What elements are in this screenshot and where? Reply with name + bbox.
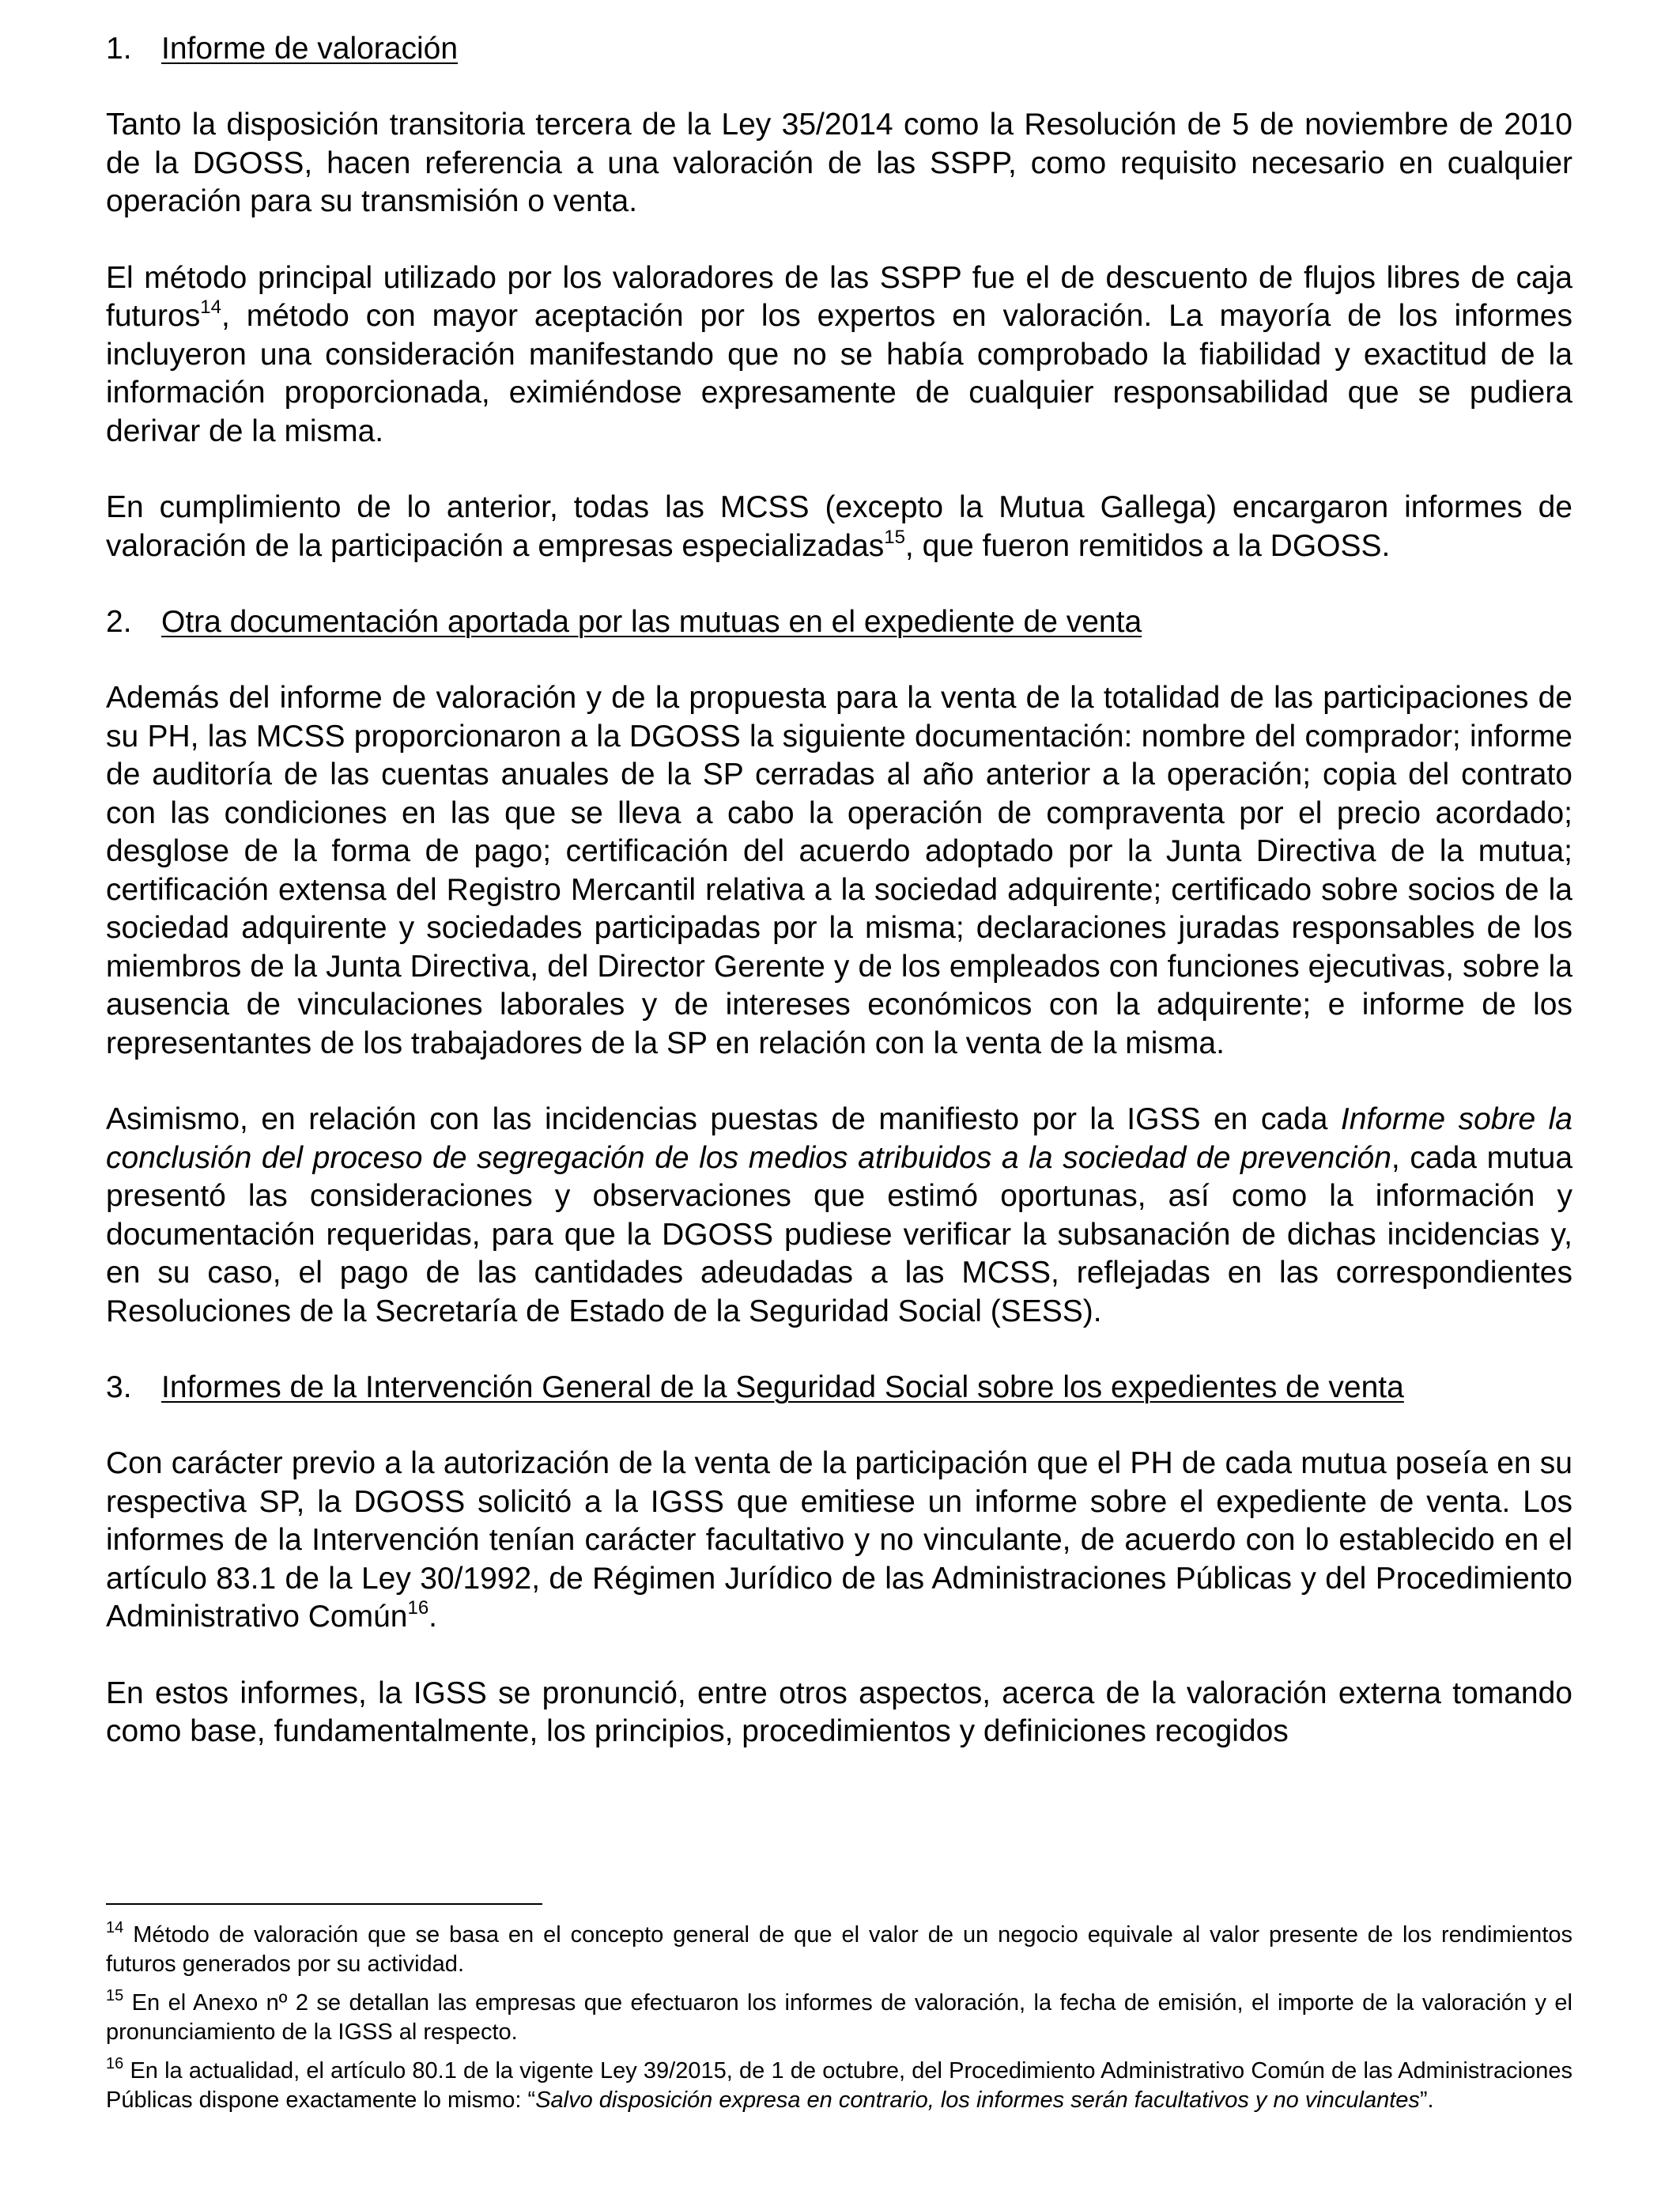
paragraph-text: En cumplimiento de lo anterior, todas las MCSS (excepto la Mutua Gallega) encargaron informes de valoración de la participación a empresas especializadas [106, 490, 1572, 563]
paragraph [106, 1675, 1572, 1751]
section-heading-3 [106, 1369, 1572, 1407]
footnote-reference[interactable]: 15 [884, 526, 905, 548]
paragraph [106, 259, 1572, 451]
footnote-text: Método de valoración que se basa en el concepto general de que el valor de un negocio equivale al valor presente de los rendimientos futuros generados por su actividad. [106, 1922, 1572, 1977]
footnote [106, 1989, 1572, 2047]
section-number: 2. [106, 605, 132, 639]
paragraph-text: En estos informes, la IGSS se pronunció, entre otros aspectos, acerca de la valoración externa tomando como base, fundamentalmente, los principios, procedimientos y definiciones recogidos [106, 1676, 1572, 1748]
footnote-reference[interactable]: 16 [407, 1597, 429, 1619]
paragraph-text: El método principal utilizado por los valoradores de las SSPP fue el de descuento de flujos libres de caja futuros [106, 260, 1572, 333]
paragraph-text: , método con mayor aceptación por los expertos en valoración. La mayoría de los informes incluyeron una consideración manifestando que no se había comprobado la fiabilidad y exactitud de la información proporcionada, eximiéndose expresamente de cualquier responsabilidad que se pudiera derivar de la misma. [106, 299, 1572, 448]
section-title: Informes de la Intervención General de la Seguridad Social sobre los expedientes de venta [161, 1370, 1404, 1404]
section-heading-2 [106, 603, 1572, 641]
footnote [106, 2057, 1572, 2115]
footnote-marker: 16 [106, 2055, 124, 2072]
paragraph [106, 106, 1572, 221]
footnote-divider [106, 1903, 542, 1905]
footnote-reference[interactable]: 14 [200, 297, 221, 318]
paragraph-text: , cada mutua presentó las consideraciones y observaciones que estimó oportunas, así como la información y documentación requeridas, para que la DGOSS pudiese verificar la subsanación de dichas incidencias y, en su caso, el pago de las cantidades adeudadas a las MCSS, reflejadas en las correspondientes Resoluciones de la Secretaría de Estado de la Seguridad Social (SESS). [106, 1140, 1573, 1328]
paragraph-text: Asimismo, en relación con las incidencias puestas de manifiesto por la IGSS en cada [106, 1102, 1341, 1136]
footnote-quote: Salvo disposición expresa en contrario, los informes serán facultativos y no vinculantes [535, 2087, 1420, 2113]
footnote-text: En el Anexo nº 2 se detallan las empresas que efectuaron los informes de valoración, la fecha de emisión, el importe de la valoración y el pronunciamiento de la IGSS al respecto. [106, 1990, 1572, 2045]
section-heading-1 [106, 30, 1572, 68]
paragraph-text: . [428, 1600, 438, 1634]
section-number: 3. [106, 1370, 132, 1404]
paragraph [106, 1445, 1572, 1637]
footnote-marker: 15 [106, 1987, 124, 2004]
paragraph [106, 489, 1572, 565]
paragraph [106, 1101, 1572, 1331]
section-number: 1. [106, 32, 132, 66]
paragraph [106, 679, 1572, 1063]
footnote [106, 1921, 1572, 1979]
paragraph-text: Tanto la disposición transitoria tercera de la Ley 35/2014 como la Resolución de 5 de noviembre de 2010 de la DGOSS, hacen referencia a una valoración de las SSPP, como requisito necesario en cualquier operación para su transmisión o venta. [106, 108, 1572, 218]
footnote-marker: 14 [106, 1919, 124, 1936]
footnotes [106, 1903, 1572, 2125]
italic-title: Informe sobre la conclusión del proceso de segregación de los medios atribuidos a la sociedad de prevención [106, 1102, 1572, 1175]
paragraph-text: Además del informe de valoración y de la propuesta para la venta de la totalidad de las participaciones de su PH, las MCSS proporcionaron a la DGOSS la siguiente documentación: nombre del comprador; informe de auditoría de las cuentas anuales de la SP cerradas al año anterior a la operación; copia del contrato con las condiciones en las que se lleva a cabo la operación de compraventa por el precio acordado; desglose de la forma de pago; certificación del acuerdo adoptado por la Junta Directiva de la mutua; certificación extensa del Registro Mercantil relativa a la sociedad adquirente; certificado sobre socios de la sociedad adquirente y sociedades participadas por la misma; declaraciones juradas responsables de los miembros de la Junta Directiva, del Director Gerente y de los empleados con funciones ejecutivas, sobre la ausencia de vinculaciones laborales y de intereses económicos con la adquirente; e informe de los representantes de los trabajadores de la SP en relación con la venta de la misma. [106, 681, 1572, 1060]
section-title: Informe de valoración [161, 32, 459, 66]
paragraph-text: , que fueron remitidos a la DGOSS. [904, 528, 1391, 563]
section-title: Otra documentación aportada por las mutuas en el expediente de venta [161, 605, 1142, 639]
footnote-text: ”. [1419, 2087, 1434, 2113]
footnote-text: En la actualidad, el artículo 80.1 de la vigente Ley 39/2015, de 1 de octubre, del Procedimiento Administrativo Común de las Administraciones Públicas dispone exactamente lo mismo: “ [106, 2058, 1572, 2113]
document-body [106, 30, 1572, 1789]
paragraph-text: Con carácter previo a la autorización de la venta de la participación que el PH de cada mutua poseía en su respectiva SP, la DGOSS solicitó a la IGSS que emitiese un informe sobre el expediente de venta. Los informes de la Intervención tenían carácter facultativo y no vinculante, de acuerdo con lo establecido en el artículo 83.1 de la Ley 30/1992, de Régimen Jurídico de las Administraciones Públicas y del Procedimiento Administrativo Común [106, 1446, 1572, 1634]
